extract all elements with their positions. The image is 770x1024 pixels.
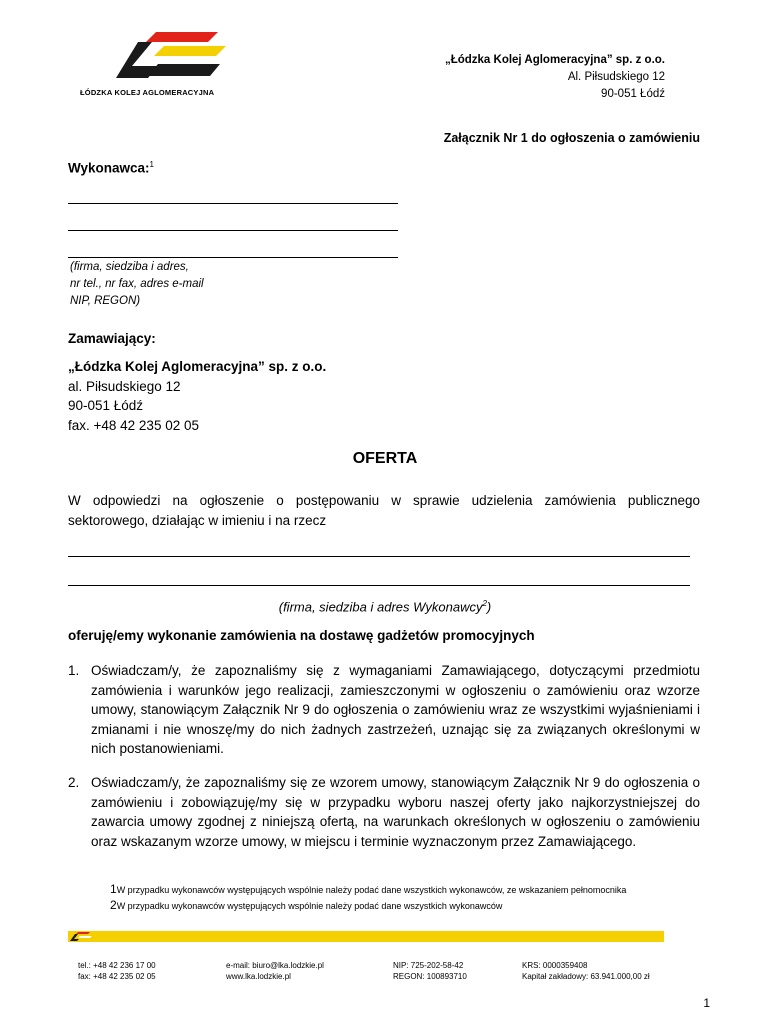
buyer-street: al. Piłsudskiego 12 — [68, 378, 181, 394]
footer-fax: fax: +48 42 235 02 05 — [78, 972, 156, 981]
logo-dark-stripe — [148, 64, 220, 76]
list-item — [68, 773, 700, 851]
list-item-text: Oświadczam/y, że zapoznaliśmy się z wymaganiami Zamawiającego, dotyczącymi przedmiotu zamówienia i warunków jego realizacji, zamieszczonymi w ogłoszeniu o zamówieniu oraz wzorze umowy, stanowiącym Załącznik Nr 9 do ogłoszenia o zamówieniu wraz ze wszystkimi wyjaśnieniami i zmianami i nie wnoszę/my do nich żadnych zastrzeżeń, uznając się za związanych określonymi w nich postanowieniami. — [91, 663, 700, 756]
logo-yellow-stripe — [154, 46, 226, 56]
contractor-hint-line: (firma, siedziba i adres, — [70, 261, 189, 273]
contractor-fill-line[interactable] — [68, 203, 398, 204]
list-item-number: 1. — [68, 663, 80, 678]
footer-email[interactable]: e-mail: biuro@lka.lodzkie.pl — [226, 961, 324, 970]
footer-yellow-bar — [68, 931, 664, 942]
footer-tel: tel.: +48 42 236 17 00 — [78, 961, 156, 970]
contractor-footnote-ref: 1 — [149, 160, 154, 169]
footer-capital: Kapitał zakładowy: 63.941.000,00 zł — [522, 972, 650, 981]
page-number: 1 — [703, 996, 710, 1010]
contractor-label — [68, 160, 154, 176]
logo-red-stripe — [146, 32, 218, 42]
offer-caption — [0, 599, 770, 614]
header-company: „Łódzka Kolej Aglomeracyjna” sp. z o.o. — [444, 54, 665, 66]
contractor-name-line[interactable] — [68, 556, 690, 557]
buyer-name: „Łódzka Kolej Aglomeracyjna” sp. z o.o. — [68, 359, 327, 374]
footer-ids — [393, 960, 467, 982]
offer-caption-text: (firma, siedziba i adres Wykonawcy — [278, 599, 483, 615]
footnote-mark: 1 — [110, 882, 117, 896]
contractor-hint-line: nr tel., nr fax, adres e-mail — [70, 278, 204, 290]
footer-logo-icon — [68, 931, 96, 942]
footnote — [110, 883, 700, 896]
header-city: 90-051 Łódź — [601, 88, 665, 100]
contractor-hint-line: NIP, REGON) — [70, 295, 141, 307]
annex-title: Załącznik Nr 1 do ogłoszenia o zamówieniu — [443, 131, 700, 145]
offer-title: OFERTA — [352, 450, 418, 467]
footer-krs: KRS: 0000359408 — [522, 961, 588, 970]
contractor-fill-line[interactable] — [68, 257, 398, 258]
list-item-text: Oświadczam/y, że zapoznaliśmy się ze wzorem umowy, stanowiącym Załącznik Nr 9 do ogłoszenia o zamówieniu i zobowiązuję/my się w przypadku wyboru naszej oferty jako najkorzystniejszej do zawarcia umowy zgodnej z niniejszą ofertą, na warunkach określonych w ogłoszeniu o zamówieniu oraz wskazanym wzorze umowy, w miejscu i terminie wyznaczonym przez Zamawiającego. — [91, 775, 700, 849]
footnote-text: W przypadku wykonawców występujących wspólnie należy podać dane wszystkich wykonawców — [116, 901, 503, 911]
buyer-city: 90-051 Łódź — [68, 398, 144, 413]
footer-phone — [78, 960, 156, 982]
header-address — [445, 52, 665, 103]
buyer-label: Zamawiający: — [68, 331, 156, 346]
logo-text: ŁÓDZKA KOLEJ AGLOMERACYJNA — [80, 88, 215, 97]
footer-nip: NIP: 725-202-58-42 — [393, 961, 464, 970]
footer-www[interactable]: www.lka.lodzkie.pl — [226, 972, 291, 981]
footnote-text: W przypadku wykonawców występujących wspólnie należy podać dane wszystkich wykonawców, ze wskazaniem pełnomocnika — [116, 885, 627, 895]
footer-web — [226, 960, 324, 982]
contractor-fill-line[interactable] — [68, 230, 398, 231]
footnote — [110, 899, 700, 912]
footnotes — [110, 883, 700, 915]
buyer-fax: fax. +48 42 235 02 05 — [68, 417, 199, 433]
offer-caption-ref: 2 — [482, 599, 487, 608]
offer-statement: oferuję/emy wykonanie zamówienia na dostawę gadżetów promocyjnych — [68, 628, 535, 643]
buyer-address — [68, 357, 326, 435]
footnote-mark: 2 — [110, 898, 117, 912]
list-item-number: 2. — [68, 775, 80, 790]
footer-registry — [522, 960, 650, 982]
contractor-label-text: Wykonawca: — [68, 160, 150, 176]
contractor-hint — [70, 259, 204, 310]
list-item — [68, 661, 700, 759]
offer-intro: W odpowiedzi na ogłoszenie o postępowaniu w sprawie udzielenia zamówienia publicznego sektorowego, działając w imieniu i na rzecz — [68, 493, 700, 528]
offer-caption-end: ) — [486, 599, 492, 615]
header-street: Al. Piłsudskiego 12 — [567, 71, 665, 83]
footer-regon: REGON: 100893710 — [393, 972, 467, 981]
contractor-name-line[interactable] — [68, 585, 690, 586]
